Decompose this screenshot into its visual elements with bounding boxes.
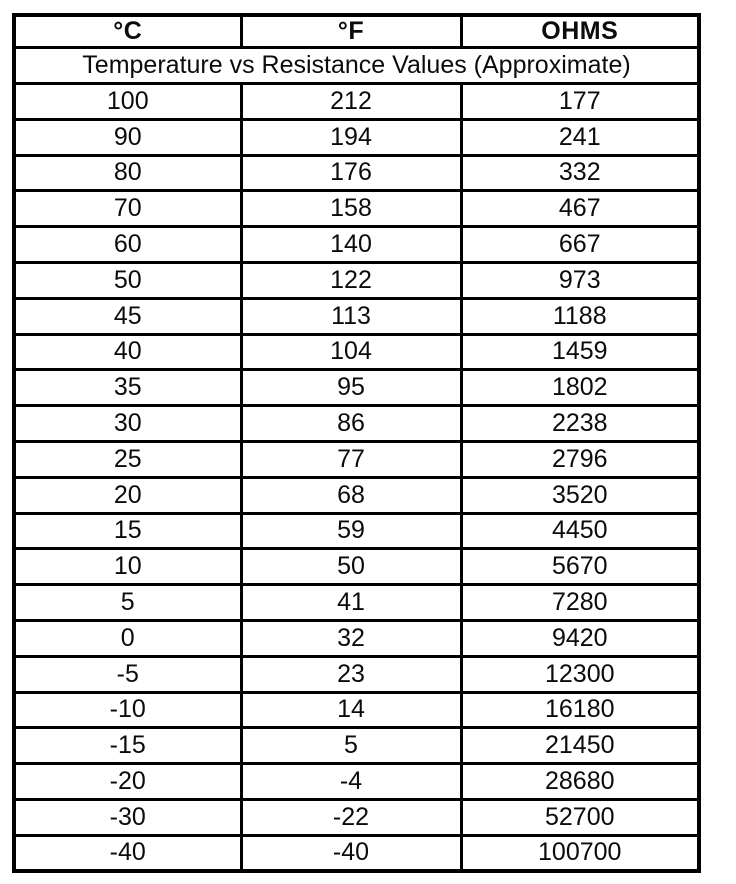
table-row (14, 549, 699, 585)
table-row (14, 585, 699, 621)
table-cell: 212 (241, 84, 461, 120)
header-celsius: °C (14, 15, 241, 48)
table-cell: 77 (241, 441, 461, 477)
table-cell: 23 (241, 656, 461, 692)
table-cell: 194 (241, 119, 461, 155)
table-cell: 10 (14, 549, 241, 585)
table-cell: 20 (14, 477, 241, 513)
table-row (14, 406, 699, 442)
table-cell: 50 (241, 549, 461, 585)
table-cell: -30 (14, 799, 241, 835)
table-cell: 4450 (461, 513, 699, 549)
table-cell: 12300 (461, 656, 699, 692)
table-subtitle-row (14, 48, 699, 84)
table-cell: 60 (14, 227, 241, 263)
table-row (14, 227, 699, 263)
table-body (14, 84, 699, 872)
table-row (14, 477, 699, 513)
table-row (14, 298, 699, 334)
temperature-resistance-table (12, 13, 701, 873)
table-cell: 467 (461, 191, 699, 227)
table-row (14, 835, 699, 871)
table-cell: 35 (14, 370, 241, 406)
table-cell: 1802 (461, 370, 699, 406)
table-cell: 80 (14, 155, 241, 191)
table-cell: 52700 (461, 799, 699, 835)
table-cell: 50 (14, 262, 241, 298)
table-cell: 973 (461, 262, 699, 298)
table-cell: 5670 (461, 549, 699, 585)
table-cell: 86 (241, 406, 461, 442)
header-fahrenheit: °F (241, 15, 461, 48)
table-cell: 100 (14, 84, 241, 120)
table-cell: 90 (14, 119, 241, 155)
table-cell: 68 (241, 477, 461, 513)
table-cell: -4 (241, 764, 461, 800)
table-cell: 113 (241, 298, 461, 334)
table-subtitle: Temperature vs Resistance Values (Approximate) (14, 48, 699, 84)
table-row (14, 84, 699, 120)
table-row (14, 441, 699, 477)
table-cell: 9420 (461, 620, 699, 656)
table-cell: 2238 (461, 406, 699, 442)
table-row (14, 728, 699, 764)
table-cell: 21450 (461, 728, 699, 764)
table-header-row (14, 15, 699, 48)
table-cell: 41 (241, 585, 461, 621)
table-cell: 5 (241, 728, 461, 764)
table-cell: 176 (241, 155, 461, 191)
table-cell: 5 (14, 585, 241, 621)
table-row (14, 191, 699, 227)
table-row (14, 370, 699, 406)
table-cell: 7280 (461, 585, 699, 621)
table-cell: 16180 (461, 692, 699, 728)
table-cell: 100700 (461, 835, 699, 871)
table-row (14, 656, 699, 692)
table-cell: -40 (14, 835, 241, 871)
table-cell: 28680 (461, 764, 699, 800)
table-cell: 122 (241, 262, 461, 298)
table-cell: 104 (241, 334, 461, 370)
table-cell: -20 (14, 764, 241, 800)
table-cell: 15 (14, 513, 241, 549)
table-cell: -15 (14, 728, 241, 764)
table-cell: -22 (241, 799, 461, 835)
table-row (14, 119, 699, 155)
table-row (14, 692, 699, 728)
table-cell: 177 (461, 84, 699, 120)
header-ohms: OHMS (461, 15, 699, 48)
table-cell: 14 (241, 692, 461, 728)
table-cell: 40 (14, 334, 241, 370)
table-cell: 140 (241, 227, 461, 263)
table-cell: 70 (14, 191, 241, 227)
table-row (14, 155, 699, 191)
table-cell: 241 (461, 119, 699, 155)
table-cell: 3520 (461, 477, 699, 513)
table-row (14, 764, 699, 800)
table-cell: 332 (461, 155, 699, 191)
table-row (14, 262, 699, 298)
table-cell: 45 (14, 298, 241, 334)
table-cell: 2796 (461, 441, 699, 477)
table-cell: 1188 (461, 298, 699, 334)
table-cell: -10 (14, 692, 241, 728)
table-row (14, 620, 699, 656)
table-cell: 158 (241, 191, 461, 227)
table-cell: 59 (241, 513, 461, 549)
table-cell: 25 (14, 441, 241, 477)
table-cell: 32 (241, 620, 461, 656)
table-cell: 95 (241, 370, 461, 406)
table-cell: -5 (14, 656, 241, 692)
table-row (14, 799, 699, 835)
table-cell: 30 (14, 406, 241, 442)
table-row (14, 334, 699, 370)
table-cell: 0 (14, 620, 241, 656)
table-cell: 1459 (461, 334, 699, 370)
table-cell: 667 (461, 227, 699, 263)
table-row (14, 513, 699, 549)
table-cell: -40 (241, 835, 461, 871)
